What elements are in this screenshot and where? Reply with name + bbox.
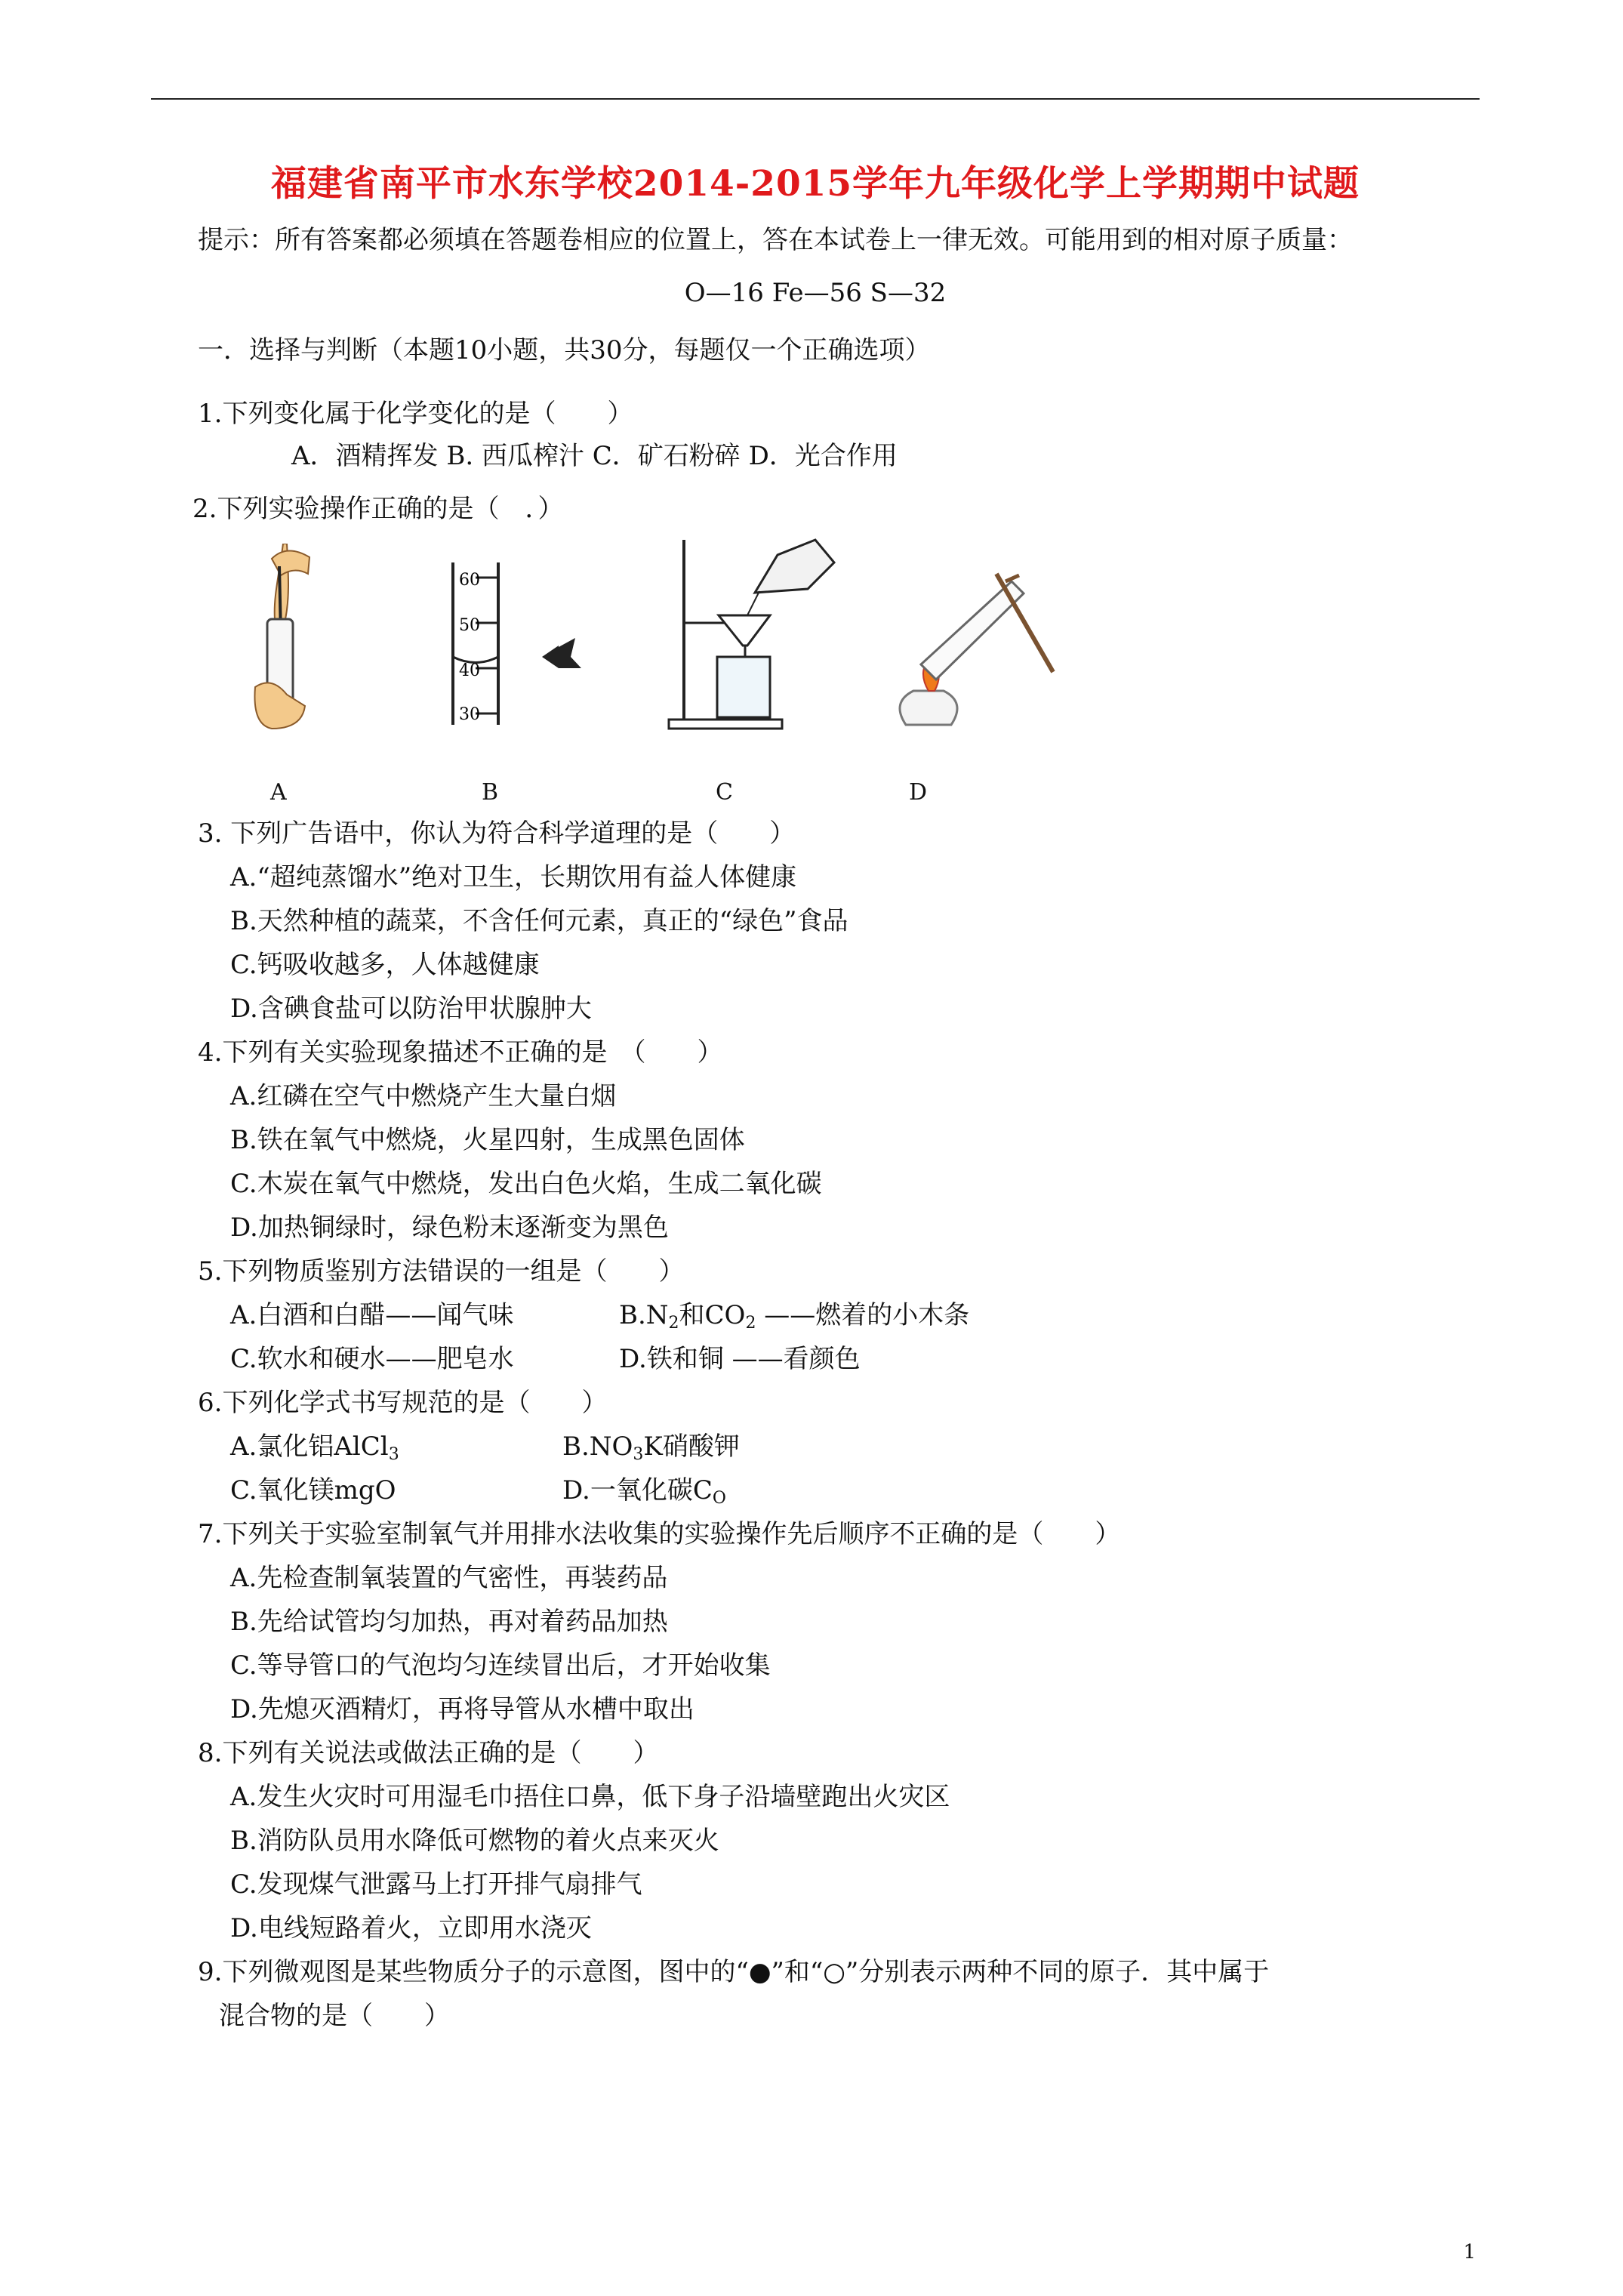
question-4-option-c: C.木炭在氧气中燃烧，发出白色火焰，生成二氧化碳 xyxy=(230,1169,822,1199)
question-4-option-b: B.铁在氧气中燃烧，火星四射，生成黑色固体 xyxy=(230,1125,745,1155)
question-5-option-c: C.软水和硬水——肥皂水 xyxy=(230,1344,514,1374)
question-7: 7.下列关于实验室制氧气并用排水法收集的实验操作先后顺序不正确的是（ ） xyxy=(198,1519,1121,1549)
page-number: 1 xyxy=(1463,2241,1476,2264)
figure-c-filtration xyxy=(664,532,861,736)
question-1: 1.下列变化属于化学变化的是（ ） xyxy=(198,399,633,429)
question-4: 4.下列有关实验现象描述不正确的是 （ ） xyxy=(198,1037,723,1068)
hint-line-1: 提示：所有答案都必须填在答题卷相应的位置上，答在本试卷上一律无效。可能用到的相对原子质量： xyxy=(198,225,1353,255)
question-8-option-d: D.电线短路着火，立即用水浇灭 xyxy=(230,1913,592,1943)
tick-label-40: 40 xyxy=(459,661,480,680)
question-6-option-c: C.氧化镁mgO xyxy=(230,1475,396,1505)
question-5-option-a: A.白酒和白醋——闻气味 xyxy=(230,1300,514,1330)
question-8-option-a: A.发生火灾时可用湿毛巾捂住口鼻，低下身子沿墙壁跑出火灾区 xyxy=(230,1782,950,1812)
question-7-option-d: D.先熄灭酒精灯，再将导管从水槽中取出 xyxy=(230,1694,694,1724)
question-5-option-d: D.铁和铜 ——看颜色 xyxy=(619,1344,861,1374)
figure-label-c: C xyxy=(716,779,733,806)
question-8-option-b: B.消防队员用水降低可燃物的着火点来灭火 xyxy=(230,1826,719,1856)
question-7-option-b: B.先给试管均匀加热，再对着药品加热 xyxy=(230,1607,668,1637)
question-3-option-d: D.含碘食盐可以防治甲状腺肿大 xyxy=(230,994,592,1024)
question-6-option-b: $B.NO_3K$硝酸钾 xyxy=(562,1432,740,1464)
question-6-option-a: A.氯化铝AlCl$_3$ xyxy=(230,1432,399,1464)
figure-b-cylinder xyxy=(445,562,596,725)
page-title: 福建省南平市水东学校2014-2015学年九年级化学上学期期中试题 xyxy=(270,163,1360,205)
question-1-options: A．酒精挥发 B. 西瓜榨汁 C．矿石粉碎 D．光合作用 xyxy=(291,441,898,471)
question-8: 8.下列有关说法或做法正确的是（ ） xyxy=(198,1738,659,1768)
question-5-option-b: $B.N_2$和$CO_2$ ——燃着的小木条 xyxy=(619,1300,970,1333)
tick-label-60: 60 xyxy=(459,571,480,590)
question-4-option-a: A.红磷在空气中燃烧产生大量白烟 xyxy=(230,1081,617,1111)
tick-label-30: 30 xyxy=(459,705,480,724)
question-5: 5.下列物质鉴别方法错误的一组是（ ） xyxy=(198,1256,685,1287)
question-6: 6.下列化学式书写规范的是（ ） xyxy=(198,1388,608,1418)
question-3-option-b: B.天然种植的蔬菜，不含任何元素，真正的“绿色”食品 xyxy=(230,906,848,936)
question-8-option-c: C.发现煤气泄露马上打开排气扇排气 xyxy=(230,1869,642,1900)
question-3-option-a: A.“超纯蒸馏水”绝对卫生，长期饮用有益人体健康 xyxy=(230,862,797,892)
question-9-continued: 混合物的是（ ） xyxy=(219,2001,450,2031)
figure-label-b: B xyxy=(482,779,499,806)
figure-a-dropper xyxy=(242,544,325,732)
question-7-option-c: C.等导管口的气泡均匀连续冒出后，才开始收集 xyxy=(230,1650,771,1681)
question-7-option-a: A.先检查制氧装置的气密性，再装药品 xyxy=(230,1563,668,1593)
hint-line-2: O—16 Fe—56 S—32 xyxy=(684,278,947,308)
section-heading: 一．选择与判断（本题10小题，共30分，每题仅一个正确选项） xyxy=(198,335,931,365)
question-2: 2.下列实验操作正确的是（ ．） xyxy=(192,494,564,524)
question-3-option-c: C.钙吸收越多，人体越健康 xyxy=(230,950,540,980)
question-9: 9.下列微观图是某些物质分子的示意图，图中的“●”和“○”分别表示两种不同的原子．其中属于 xyxy=(198,1957,1270,1987)
question-3: 3. 下列广告语中，你认为符合科学道理的是（ ） xyxy=(198,818,796,849)
figure-d-heating xyxy=(876,566,1072,740)
figure-label-a: A xyxy=(270,779,287,806)
figure-label-d: D xyxy=(909,779,928,806)
question-6-option-d: D.一氧化碳$C_O$ xyxy=(562,1475,726,1508)
tick-label-50: 50 xyxy=(459,616,480,635)
question-4-option-d: D.加热铜绿时，绿色粉末逐渐变为黑色 xyxy=(230,1213,669,1243)
header-rule xyxy=(151,98,1480,100)
